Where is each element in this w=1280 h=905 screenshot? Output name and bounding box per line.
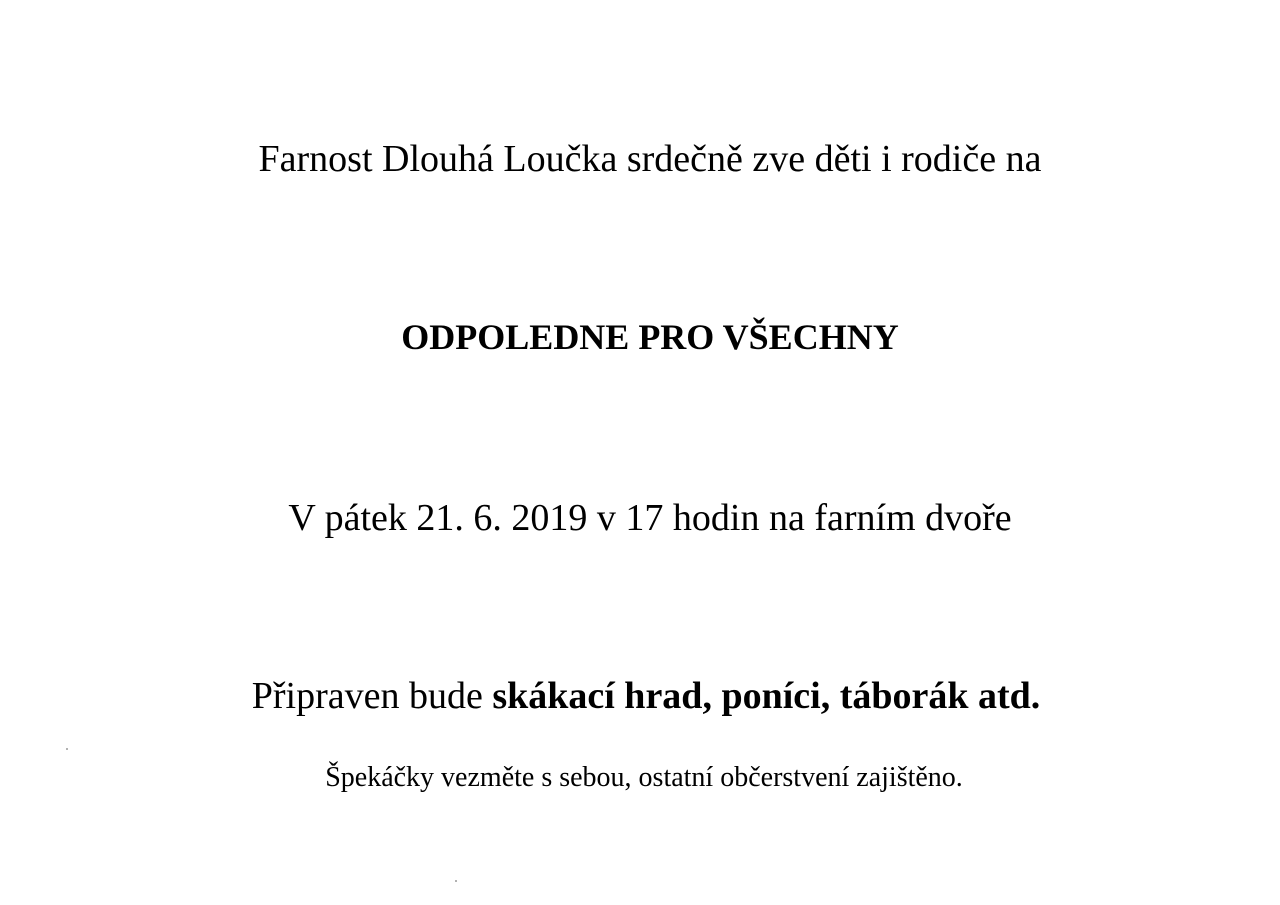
- event-date-time-place: V pátek 21. 6. 2019 v 17 hodin na farním dvoře: [288, 497, 1012, 539]
- invitation-intro: Farnost Dlouhá Loučka srdečně zve děti i rodiče na: [258, 138, 1042, 180]
- scan-speck: [455, 880, 457, 882]
- program-prefix: Připraven bude: [251, 675, 493, 717]
- event-title: ODPOLEDNE PRO VŠECHNY: [401, 317, 899, 357]
- program-highlight: skákací hrad, poníci, táborák atd.: [492, 675, 1041, 717]
- program-line: [6, 674, 1280, 718]
- refreshment-note: Špekáčky vezměte s sebou, ostatní občerstvení zajištěno.: [325, 762, 963, 793]
- scan-speck: [66, 748, 68, 750]
